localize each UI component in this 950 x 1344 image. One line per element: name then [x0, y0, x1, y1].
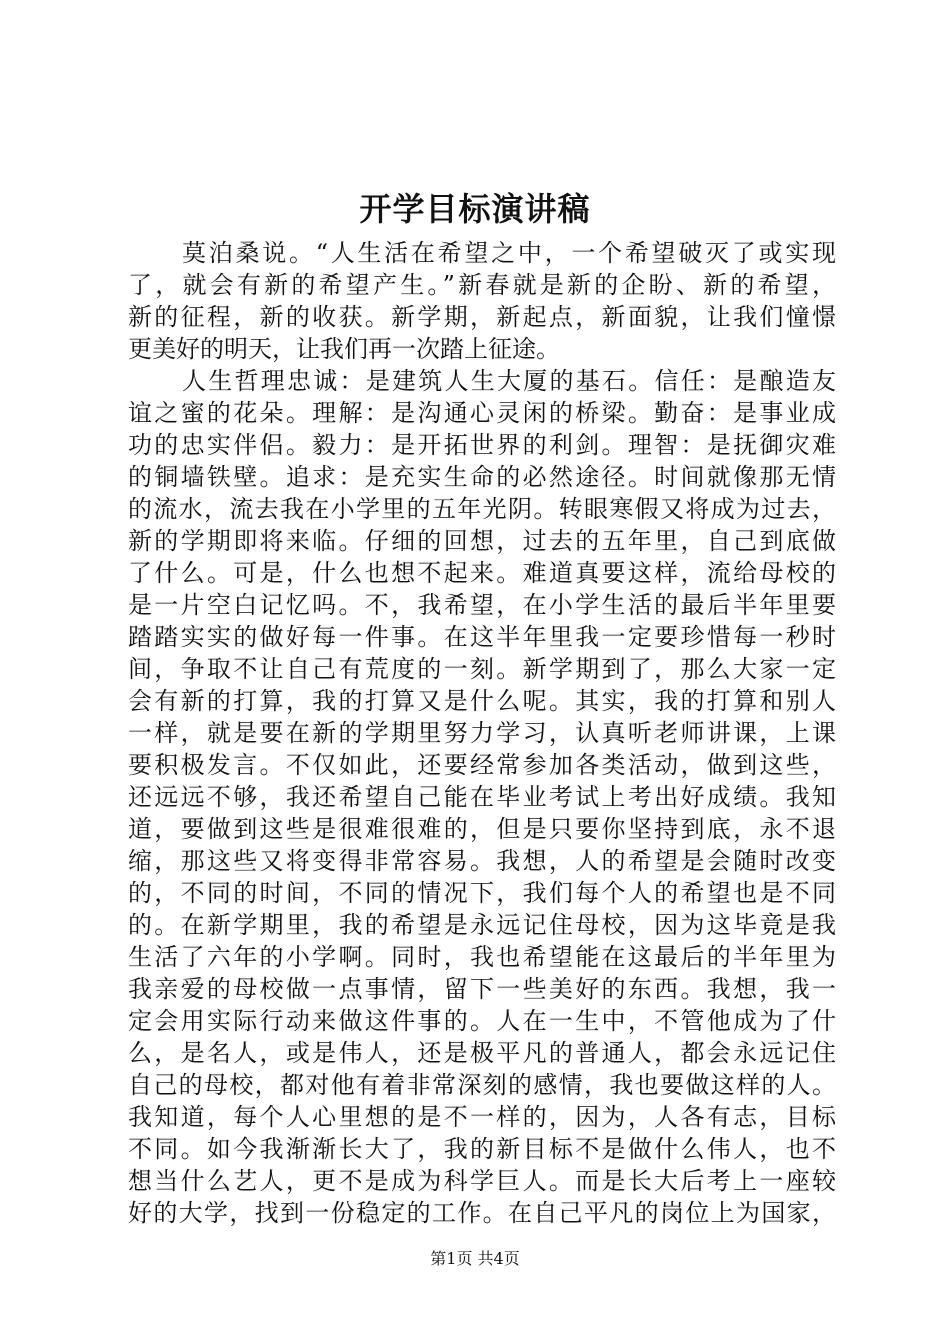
paragraph-1	[128, 237, 836, 365]
text-line: 人生哲理忠诚：是建筑人生大厦的基石。信任：是酿造友	[182, 367, 836, 395]
text-line: 莫泊桑说。“人生活在希望之中，一个希望破灭了或实现	[182, 239, 836, 267]
text-line: 我亲爱的母校做一点事情，留下一些美好的东西。我想，我一	[128, 975, 836, 1003]
text-line: 更美好的明天，让我们再一次踏上征途。	[128, 335, 560, 363]
text-line: 踏踏实实的做好每一件事。在这半年里我一定要珍惜每一秒时	[128, 623, 836, 651]
text-line: 我知道，每个人心里想的是不一样的，因为，人各有志，目标	[128, 1103, 836, 1131]
paragraph-2	[128, 365, 836, 1229]
text-line: 好的大学，找到一份稳定的工作。在自己平凡的岗位上为国家，	[128, 1199, 836, 1227]
text-line: 生活了六年的小学啊。同时，我也希望能在这最后的半年里为	[128, 943, 836, 971]
text-line: 了什么。可是，什么也想不起来。难道真要这样，流给母校的	[128, 559, 836, 587]
text-line: 功的忠实伴侣。毅力：是开拓世界的利剑。理智：是抚御灾难	[128, 431, 836, 459]
text-line: 的。在新学期里，我的希望是永远记住母校，因为这毕竟是我	[128, 911, 836, 939]
text-line: 的，不同的时间，不同的情况下，我们每个人的希望也是不同	[128, 879, 836, 907]
text-line: 会有新的打算，我的打算又是什么呢。其实，我的打算和别人	[128, 687, 836, 715]
text-line: 的铜墙铁壁。追求：是充实生命的必然途径。时间就像那无情	[128, 463, 836, 491]
text-line: 道，要做到这些是很难很难的，但是只要你坚持到底，永不退	[128, 815, 836, 843]
text-line: 新的学期即将来临。仔细的回想，过去的五年里，自己到底做	[128, 527, 836, 555]
text-line: 要积极发言。不仅如此，还要经常参加各类活动，做到这些，	[128, 751, 836, 779]
text-line: 一样，就是要在新的学期里努力学习，认真听老师讲课，上课	[128, 719, 836, 747]
text-line: 是一片空白记忆吗。不，我希望，在小学生活的最后半年里要	[128, 591, 836, 619]
text-line: 了，就会有新的希望产生。”新春就是新的企盼、新的希望，	[128, 271, 836, 299]
text-line: 自己的母校，都对他有着非常深刻的感情，我也要做这样的人。	[128, 1071, 836, 1099]
text-line: 间，争取不让自己有荒度的一刻。新学期到了，那么大家一定	[128, 655, 836, 683]
text-line: 缩，那这些又将变得非常容易。我想，人的希望是会随时改变	[128, 847, 836, 875]
text-line: 谊之蜜的花朵。理解：是沟通心灵闲的桥梁。勤奋：是事业成	[128, 399, 836, 427]
text-line: 的流水，流去我在小学里的五年光阴。转眼寒假又将成为过去，	[128, 495, 836, 523]
text-line: 么，是名人，或是伟人，还是极平凡的普通人，都会永远记住	[128, 1039, 836, 1067]
text-line: 想当什么艺人，更不是成为科学巨人。而是长大后考上一座较	[128, 1167, 836, 1195]
document-body	[128, 237, 836, 1229]
text-line: 定会用实际行动来做这件事的。人在一生中，不管他成为了什	[128, 1007, 836, 1035]
text-line: 还远远不够，我还希望自己能在毕业考试上考出好成绩。我知	[128, 783, 836, 811]
page-footer: 第1页 共4页	[430, 1249, 520, 1268]
text-line: 不同。如今我渐渐长大了，我的新目标不是做什么伟人，也不	[128, 1135, 836, 1163]
document-title: 开学目标演讲稿	[359, 190, 591, 228]
text-line: 新的征程，新的收获。新学期，新起点，新面貌，让我们憧憬	[128, 303, 836, 331]
